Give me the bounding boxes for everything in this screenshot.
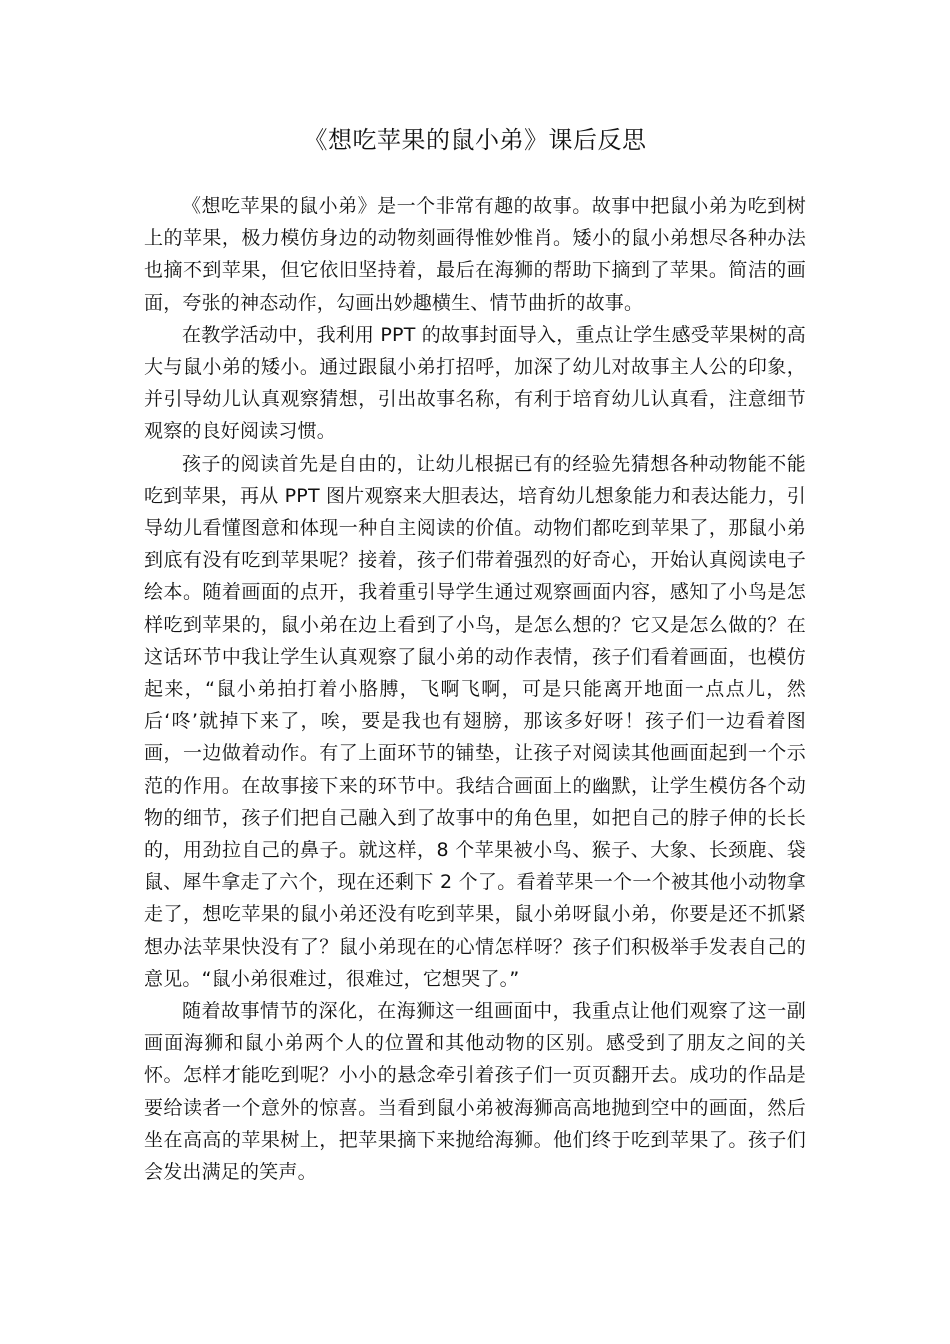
document-body bbox=[144, 190, 806, 1188]
paragraph-intro: 《想吃苹果的鼠小弟》是一个非常有趣的故事。故事中把鼠小弟为吃到树上的苹果，极力模仿身边的动物刻画得惟妙惟肖。矮小的鼠小弟想尽各种办法也摘不到苹果，但它依旧坚持着，最后在海狮的帮助下摘到了苹果。简洁的画面，夸张的神态动作，勾画出妙趣横生、情节曲折的故事。 bbox=[144, 195, 806, 314]
paragraph-teaching-activity: 在教学活动中，我利用 PPT 的故事封面导入，重点让学生感受苹果树的高大与鼠小弟的矮小。通过跟鼠小弟打招呼，加深了幼儿对故事主人公的印象，并引导幼儿认真观察猜想，引出故事名称，有利于培育幼儿认真看，注意细节观察的良好阅读习惯。 bbox=[144, 323, 806, 443]
paragraph-free-reading: 孩子的阅读首先是自由的，让幼儿根据已有的经验先猜想各种动物能不能吃到苹果，再从 PPT 图片观察来大胆表达，培育幼儿想象能力和表达能力，引导幼儿看懂图意和体现一种自主阅读的价值。动物们都吃到苹果了，那鼠小弟到底有没有吃到苹果呢？接着，孩子们带着强烈的好奇心，开始认真阅读电子绘本。随着画面的点开，我着重引导学生通过观察画面内容，感知了小鸟是怎样吃到苹果的，鼠小弟在边上看到了小鸟，是怎么想的？它又是怎么做的？在这话环节中我让学生认真观察了鼠小弟的动作表情，孩子们看着画面，也模仿起来，“鼠小弟拍打着小胳膊，飞啊飞啊，可是只能离开地面一点点儿，然后‘咚’就掉下来了，唉，要是我也有翅膀，那该多好呀！孩子们一边看着图画，一边做着动作。有了上面环节的铺垫，让孩子对阅读其他画面起到一个示范的作用。在故事接下来的环节中。我结合画面上的幽默，让学生模仿各个动物的细节，孩子们把自己融入到了故事中的角色里，如把自己的脖子伸的长长的，用劲拉自己的鼻子。就这样，8 个苹果被小鸟、猴子、大象、长颈鹿、袋鼠、犀牛拿走了六个，现在还剩下 2 个了。看着苹果一个一个被其他小动物拿走了，想吃苹果的鼠小弟还没有吃到苹果，鼠小弟呀鼠小弟，你要是还不抓紧想办法苹果快没有了？鼠小弟现在的心情怎样呀？孩子们积极举手发表自己的意见。“鼠小弟很难过，很难过，它想哭了。” bbox=[144, 452, 807, 990]
page-title: 《想吃苹果的鼠小弟》课后反思 bbox=[303, 126, 647, 154]
paragraph-story-climax: 随着故事情节的深化，在海狮这一组画面中，我重点让他们观察了这一副画面海狮和鼠小弟两个人的位置和其他动物的区别。感受到了朋友之间的关怀。怎样才能吃到呢？小小的悬念牵引着孩子们一页页翻开去。成功的作品是要给读者一个意外的惊喜。当看到鼠小弟被海狮高高地抛到空中的画面，然后坐在高高的苹果树上，把苹果摘下来抛给海狮。他们终于吃到苹果了。孩子们会发出满足的笑声。 bbox=[144, 1000, 806, 1184]
